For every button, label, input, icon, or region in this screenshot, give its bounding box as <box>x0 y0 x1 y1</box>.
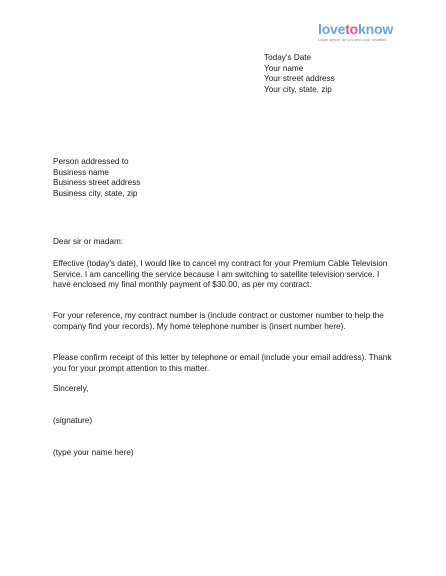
recipient-business: Business name <box>53 167 109 177</box>
paragraph-cancellation: Effective (today's date), I would like to cancel my contract for your Premium Cable Television Service. I am cancelling the service because I am switching to satellite television service. I have enclosed my final monthly payment of $30.00, as per my contract. <box>53 259 388 289</box>
closing: Sincerely, <box>53 384 89 393</box>
lovetoknow-logo <box>318 21 394 46</box>
logo-tagline: Legal advice for you and your situation <box>318 37 387 42</box>
signature-placeholder: (signature) <box>53 416 93 425</box>
sender-address-block <box>264 53 335 95</box>
paragraph-reference: For your reference, my contract number is (include contract or customer number to help the company find your records). My home telephone number is (insert number here). <box>53 311 384 331</box>
salutation: Dear sir or madam: <box>53 237 124 246</box>
logo-wordmark-part3: know <box>358 21 394 37</box>
sender-city: Your city, state, zip <box>264 84 332 94</box>
recipient-person: Person addressed to <box>53 157 129 166</box>
recipient-city: Business city, state, zip <box>53 188 138 198</box>
logo-wordmark <box>318 21 394 37</box>
sender-date: Today's Date <box>264 53 312 62</box>
recipient-address-block <box>53 157 140 199</box>
logo-wordmark-part1: love <box>318 21 346 37</box>
sender-name: Your name <box>264 63 304 73</box>
sender-street: Your street address <box>264 74 335 83</box>
typed-name-placeholder: (type your name here) <box>53 448 134 457</box>
recipient-street: Business street address <box>53 178 141 187</box>
paragraph-confirmation: Please confirm receipt of this letter by telephone or email (include your email address). Thank you for your prompt attention to this matter. <box>53 353 392 373</box>
logo-wordmark-part2: to <box>345 21 359 37</box>
